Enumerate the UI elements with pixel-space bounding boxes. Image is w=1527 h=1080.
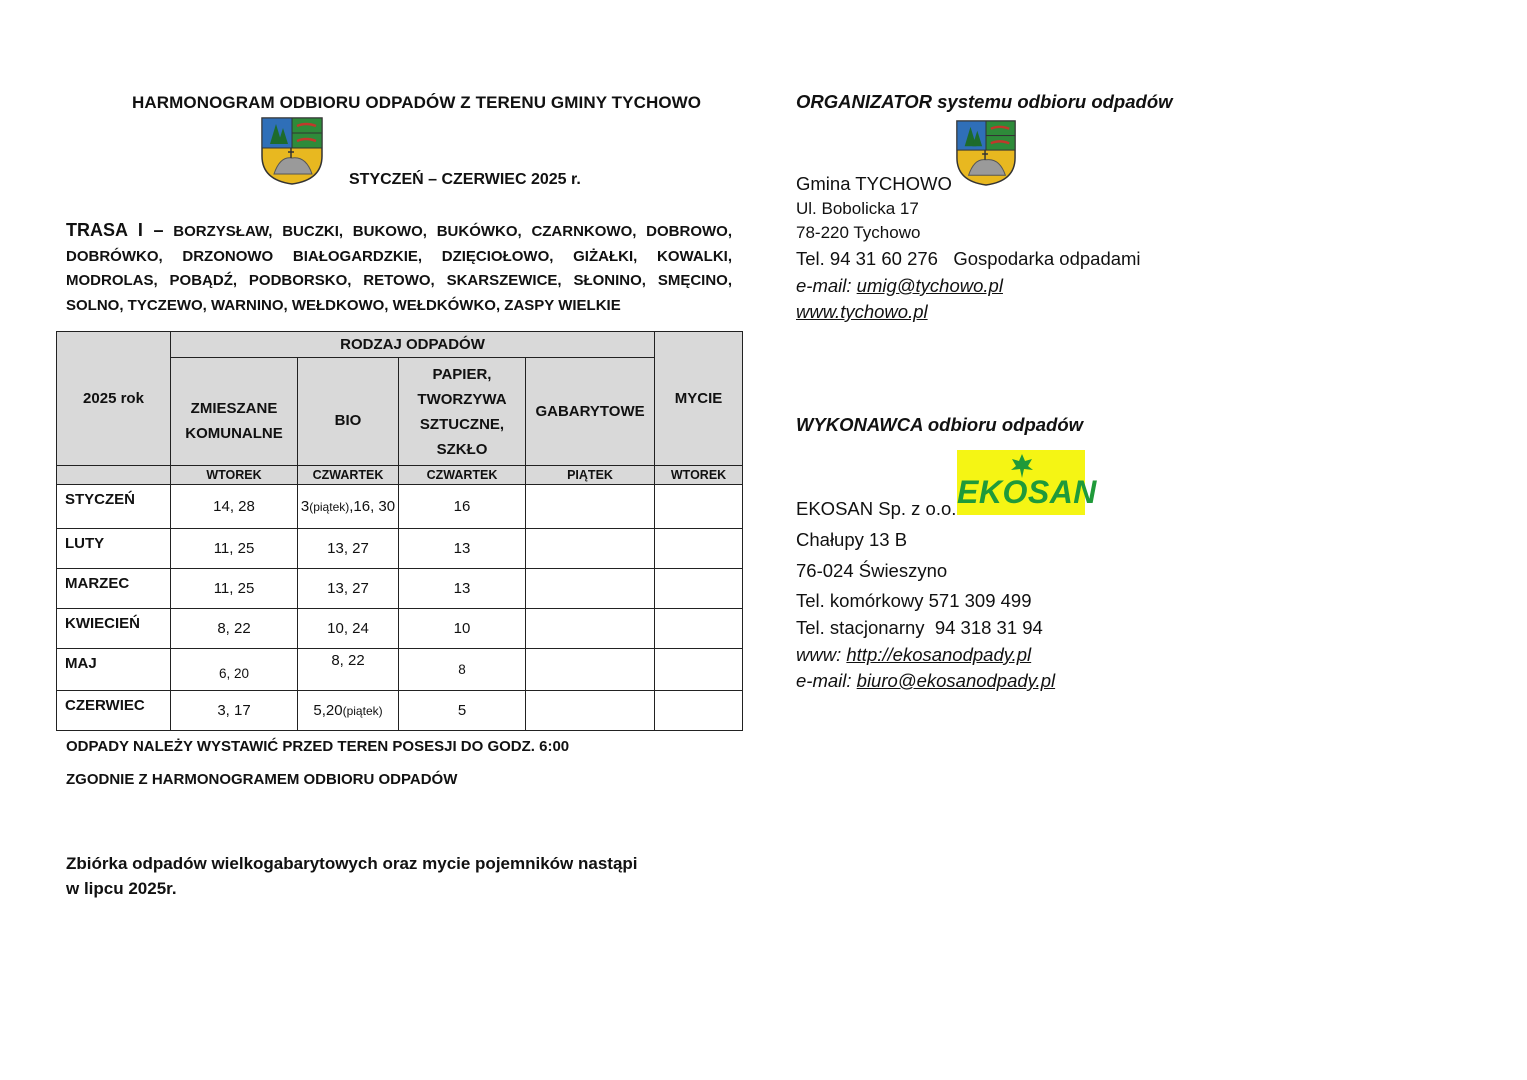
contractor-city: 76-024 Świeszyno: [796, 560, 948, 581]
mixed-cell: 8, 22: [171, 609, 298, 649]
month-cell: LUTY: [57, 529, 171, 569]
mixed-cell: 11, 25: [171, 569, 298, 609]
organizer-phone: Tel. 94 31 60 276 Gospodarka odpadami: [796, 248, 1141, 269]
mixed-cell: 3, 17: [171, 691, 298, 731]
contractor-mobile: Tel. komórkowy 571 309 499: [796, 590, 1032, 611]
month-cell: MARZEC: [57, 569, 171, 609]
paper-cell: 16: [399, 485, 526, 529]
column-header-paper: PAPIER, TWORZYWA SZTUCZNE, SZKŁO: [399, 358, 526, 466]
column-header-mixed: ZMIESZANE KOMUNALNE: [171, 358, 298, 466]
organizer-city: 78-220 Tychowo: [796, 223, 921, 242]
wash-cell: [655, 529, 743, 569]
wash-cell: [655, 569, 743, 609]
footer-note: [66, 851, 638, 901]
bio-cell: 13, 27: [298, 529, 399, 569]
route-places: BORZYSŁAW, BUCZKI, BUKOWO, BUKÓWKO, CZARNKOWO, DOBROWO, DOBRÓWKO, DRZONOWO BIAŁOGARDZKIE, DZIĘCIOŁOWO, GIŻAŁKI, KOWALKI, MODROLAS, POBĄDŹ, PODBORSKO, RETOWO, SKARSZEWICE, SŁONINO, SMĘCINO, SOLNO, TYCZEWO, WARNINO, WEŁDKOWO, WEŁDKÓWKO, ZASPY WIELKIE: [66, 223, 733, 314]
logo-text: EKOSAN: [957, 474, 1097, 510]
wash-cell: [655, 691, 743, 731]
month-cell: KWIECIEŃ: [57, 609, 171, 649]
day-header-paper: CZWARTEK: [399, 466, 526, 485]
bulky-cell: [526, 609, 655, 649]
bio-cell: 10, 24: [298, 609, 399, 649]
organizer-website-link[interactable]: www.tychowo.pl: [796, 301, 928, 322]
bio-note: (piątek): [342, 704, 383, 718]
footer-line: w lipcu 2025r.: [66, 879, 177, 898]
tychowo-coat-of-arms-icon: [260, 116, 324, 186]
column-header-wash: MYCIE: [655, 332, 743, 466]
page-title: HARMONOGRAM ODBIORU ODPADÓW Z TERENU GMINY TYCHOWO: [132, 93, 702, 112]
day-header-mixed: WTOREK: [171, 466, 298, 485]
route-description: [66, 218, 732, 318]
bio-cell: [298, 485, 399, 529]
bio-date: ,16, 30: [349, 497, 396, 515]
footer-line: Zbiórka odpadów wielkogabarytowych oraz mycie pojemników nastąpi: [66, 854, 638, 873]
column-header-bio: BIO: [298, 358, 399, 466]
mixed-cell: 6, 20: [171, 649, 298, 691]
email-label: e-mail:: [796, 275, 857, 296]
bulky-cell: [526, 649, 655, 691]
month-cell: STYCZEŃ: [57, 485, 171, 529]
bio-date: 3: [300, 497, 310, 515]
wash-cell: [655, 485, 743, 529]
year-header: 2025 rok: [57, 332, 171, 466]
paper-cell: 5: [399, 691, 526, 731]
mixed-cell: 14, 28: [171, 485, 298, 529]
paper-cell: 13: [399, 569, 526, 609]
bulky-cell: [526, 529, 655, 569]
table-row: [57, 485, 743, 529]
month-cell: MAJ: [57, 649, 171, 691]
note-schedule: ZGODNIE Z HARMONOGRAMEM ODBIORU ODPADÓW: [66, 771, 458, 788]
contractor-website-link[interactable]: http://ekosanodpady.pl: [846, 644, 1032, 665]
contractor-email-line: [796, 670, 1055, 692]
bulky-cell: [526, 485, 655, 529]
waste-type-header: RODZAJ ODPADÓW: [171, 332, 655, 358]
contractor-heading: WYKONAWCA odbioru odpadów: [796, 414, 1084, 435]
ekosan-logo: [957, 450, 1097, 515]
day-header-wash: WTOREK: [655, 466, 743, 485]
contractor-www-line: [796, 644, 1031, 666]
contractor-landline: Tel. stacjonarny 94 318 31 94: [796, 617, 1043, 638]
contractor-name: EKOSAN Sp. z o.o.: [796, 498, 957, 519]
organizer-name: Gmina TYCHOWO: [796, 173, 952, 194]
bio-note: (piątek): [309, 499, 350, 514]
tychowo-coat-of-arms-icon: [955, 114, 1017, 192]
day-header-bio: CZWARTEK: [298, 466, 399, 485]
mixed-cell: 11, 25: [171, 529, 298, 569]
bio-cell: 8, 22: [298, 649, 399, 691]
month-cell: CZERWIEC: [57, 691, 171, 731]
wash-cell: [655, 649, 743, 691]
paper-cell: 8: [399, 649, 526, 691]
bio-cell: 13, 27: [298, 569, 399, 609]
route-label: TRASA I –: [66, 220, 164, 240]
bulky-cell: [526, 691, 655, 731]
paper-cell: 13: [399, 529, 526, 569]
email-label: e-mail:: [796, 670, 857, 691]
contractor-email-link[interactable]: biuro@ekosanodpady.pl: [856, 670, 1056, 691]
paper-cell: 10: [399, 609, 526, 649]
organizer-heading: ORGANIZATOR systemu odbioru odpadów: [796, 91, 1173, 112]
bio-cell: [298, 691, 399, 731]
table-row: [57, 569, 743, 609]
organizer-street: Ul. Bobolicka 17: [796, 199, 919, 218]
collection-schedule-table: [56, 331, 743, 731]
day-header-bulky: PIĄTEK: [526, 466, 655, 485]
table-row: [57, 691, 743, 731]
contractor-street: Chałupy 13 B: [796, 529, 908, 550]
schedule-period: STYCZEŃ – CZERWIEC 2025 r.: [349, 171, 581, 188]
wash-cell: [655, 609, 743, 649]
organizer-email-link[interactable]: umig@tychowo.pl: [856, 275, 1003, 296]
day-header-empty: [57, 466, 171, 485]
note-setout-time: ODPADY NALEŻY WYSTAWIĆ PRZED TEREN POSESJI DO GODZ. 6:00: [66, 738, 570, 755]
table-row: [57, 609, 743, 649]
www-label: www:: [796, 644, 847, 665]
organizer-email-line: [796, 275, 1003, 297]
table-row: [57, 649, 743, 691]
bio-date: 5,20: [313, 702, 343, 719]
bulky-cell: [526, 569, 655, 609]
column-header-bulky: GABARYTOWE: [526, 358, 655, 466]
table-row: [57, 529, 743, 569]
